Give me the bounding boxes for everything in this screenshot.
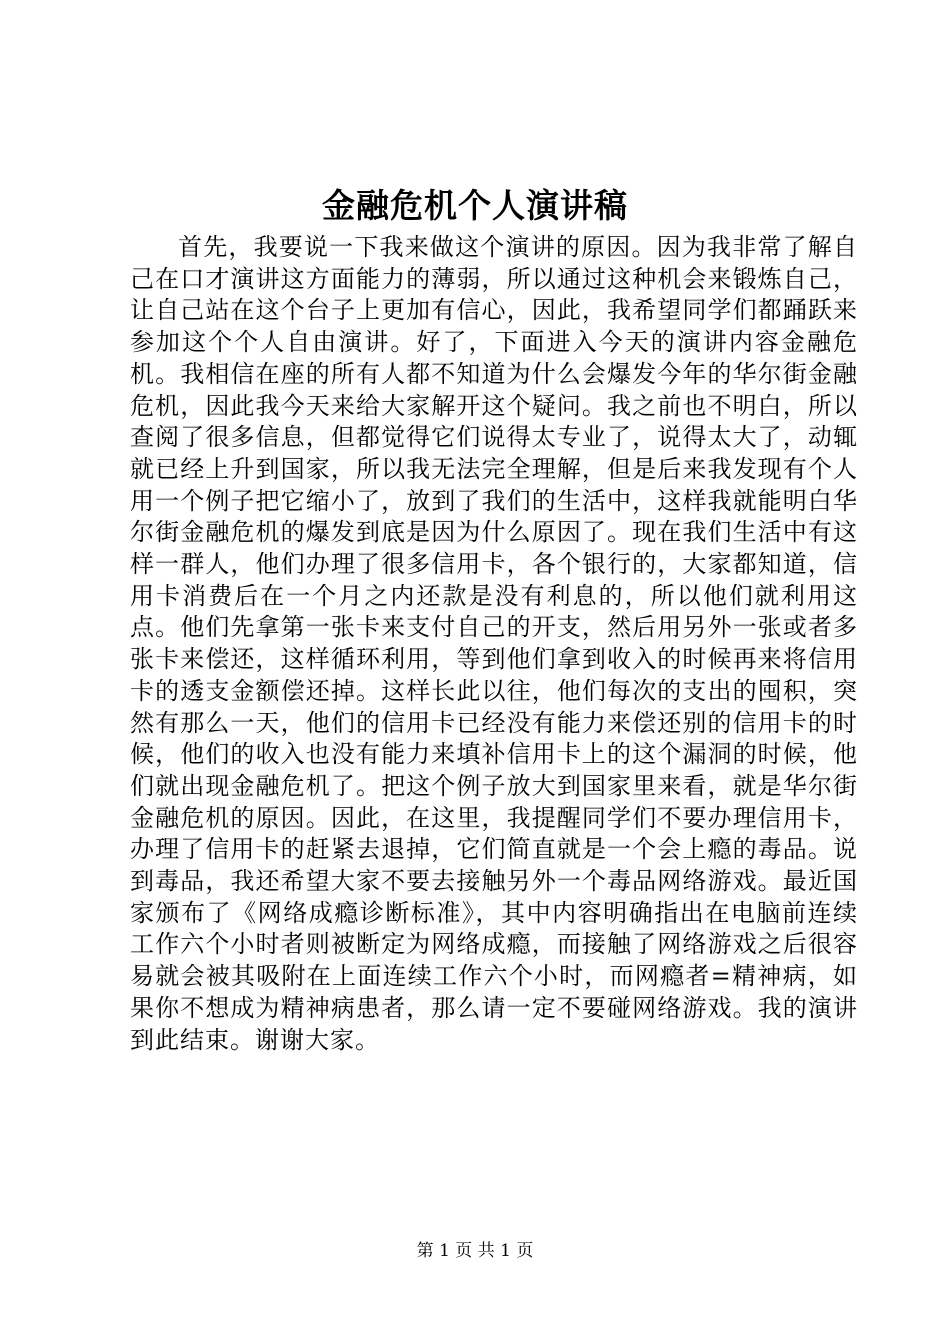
document-title: 金融危机个人演讲稿 <box>322 186 628 225</box>
page-footer: 第 1 页 共 1 页 <box>416 1241 534 1261</box>
body-paragraph: 首先，我要说一下我来做这个演讲的原因。因为我非常了解自己在口才演讲这方面能力的薄弱，所以通过这种机会来锻炼自己，让自己站在这个台子上更加有信心，因此，我希望同学们都踊跃来参加这个个人自由演讲。好了，下面进入今天的演讲内容金融危机。我相信在座的所有人都不知道为什么会爆发今年的华尔街金融危机，因此我今天来给大家解开这个疑问。我之前也不明白，所以查阅了很多信息，但都觉得它们说得太专业了，说得太大了，动辄就已经上升到国家，所以我无法完全理解，但是后来我发现有个人用一个例子把它缩小了，放到了我们的生活中，这样我就能明白华尔街金融危机的爆发到底是因为什么原因了。现在我们生活中有这样一群人，他们办理了很多信用卡，各个银行的，大家都知道，信用卡消费后在一个月之内还款是没有利息的，所以他们就利用这点。他们先拿第一张卡来支付自己的开支，然后用另外一张或者多张卡来偿还，这样循环利用，等到他们拿到收入的时候再来将信用卡的透支金额偿还掉。这样长此以往，他们每次的支出的囤积，突然有那么一天，他们的信用卡已经没有能力来偿还别的信用卡的时候，他们的收入也没有能力来填补信用卡上的这个漏洞的时候，他们就出现金融危机了。把这个例子放大到国家里来看，就是华尔街金融危机的原因。因此，在这里，我提醒同学们不要办理信用卡，办理了信用卡的赶紧去退掉，它们简直就是一个会上瘾的毒品。说到毒品，我还希望大家不要去接触另外一个毒品网络游戏。最近国家颁布了《网络成瘾诊断标准》，其中内容明确指出在电脑前连续工作六个小时者则被断定为网络成瘾，而接触了网络游戏之后很容易就会被其吸附在上面连续工作六个小时，而网瘾者=精神病，如果你不想成为精神病患者，那么请一定不要碰网络游戏。我的演讲到此结束。谢谢大家。 <box>130 233 858 1054</box>
